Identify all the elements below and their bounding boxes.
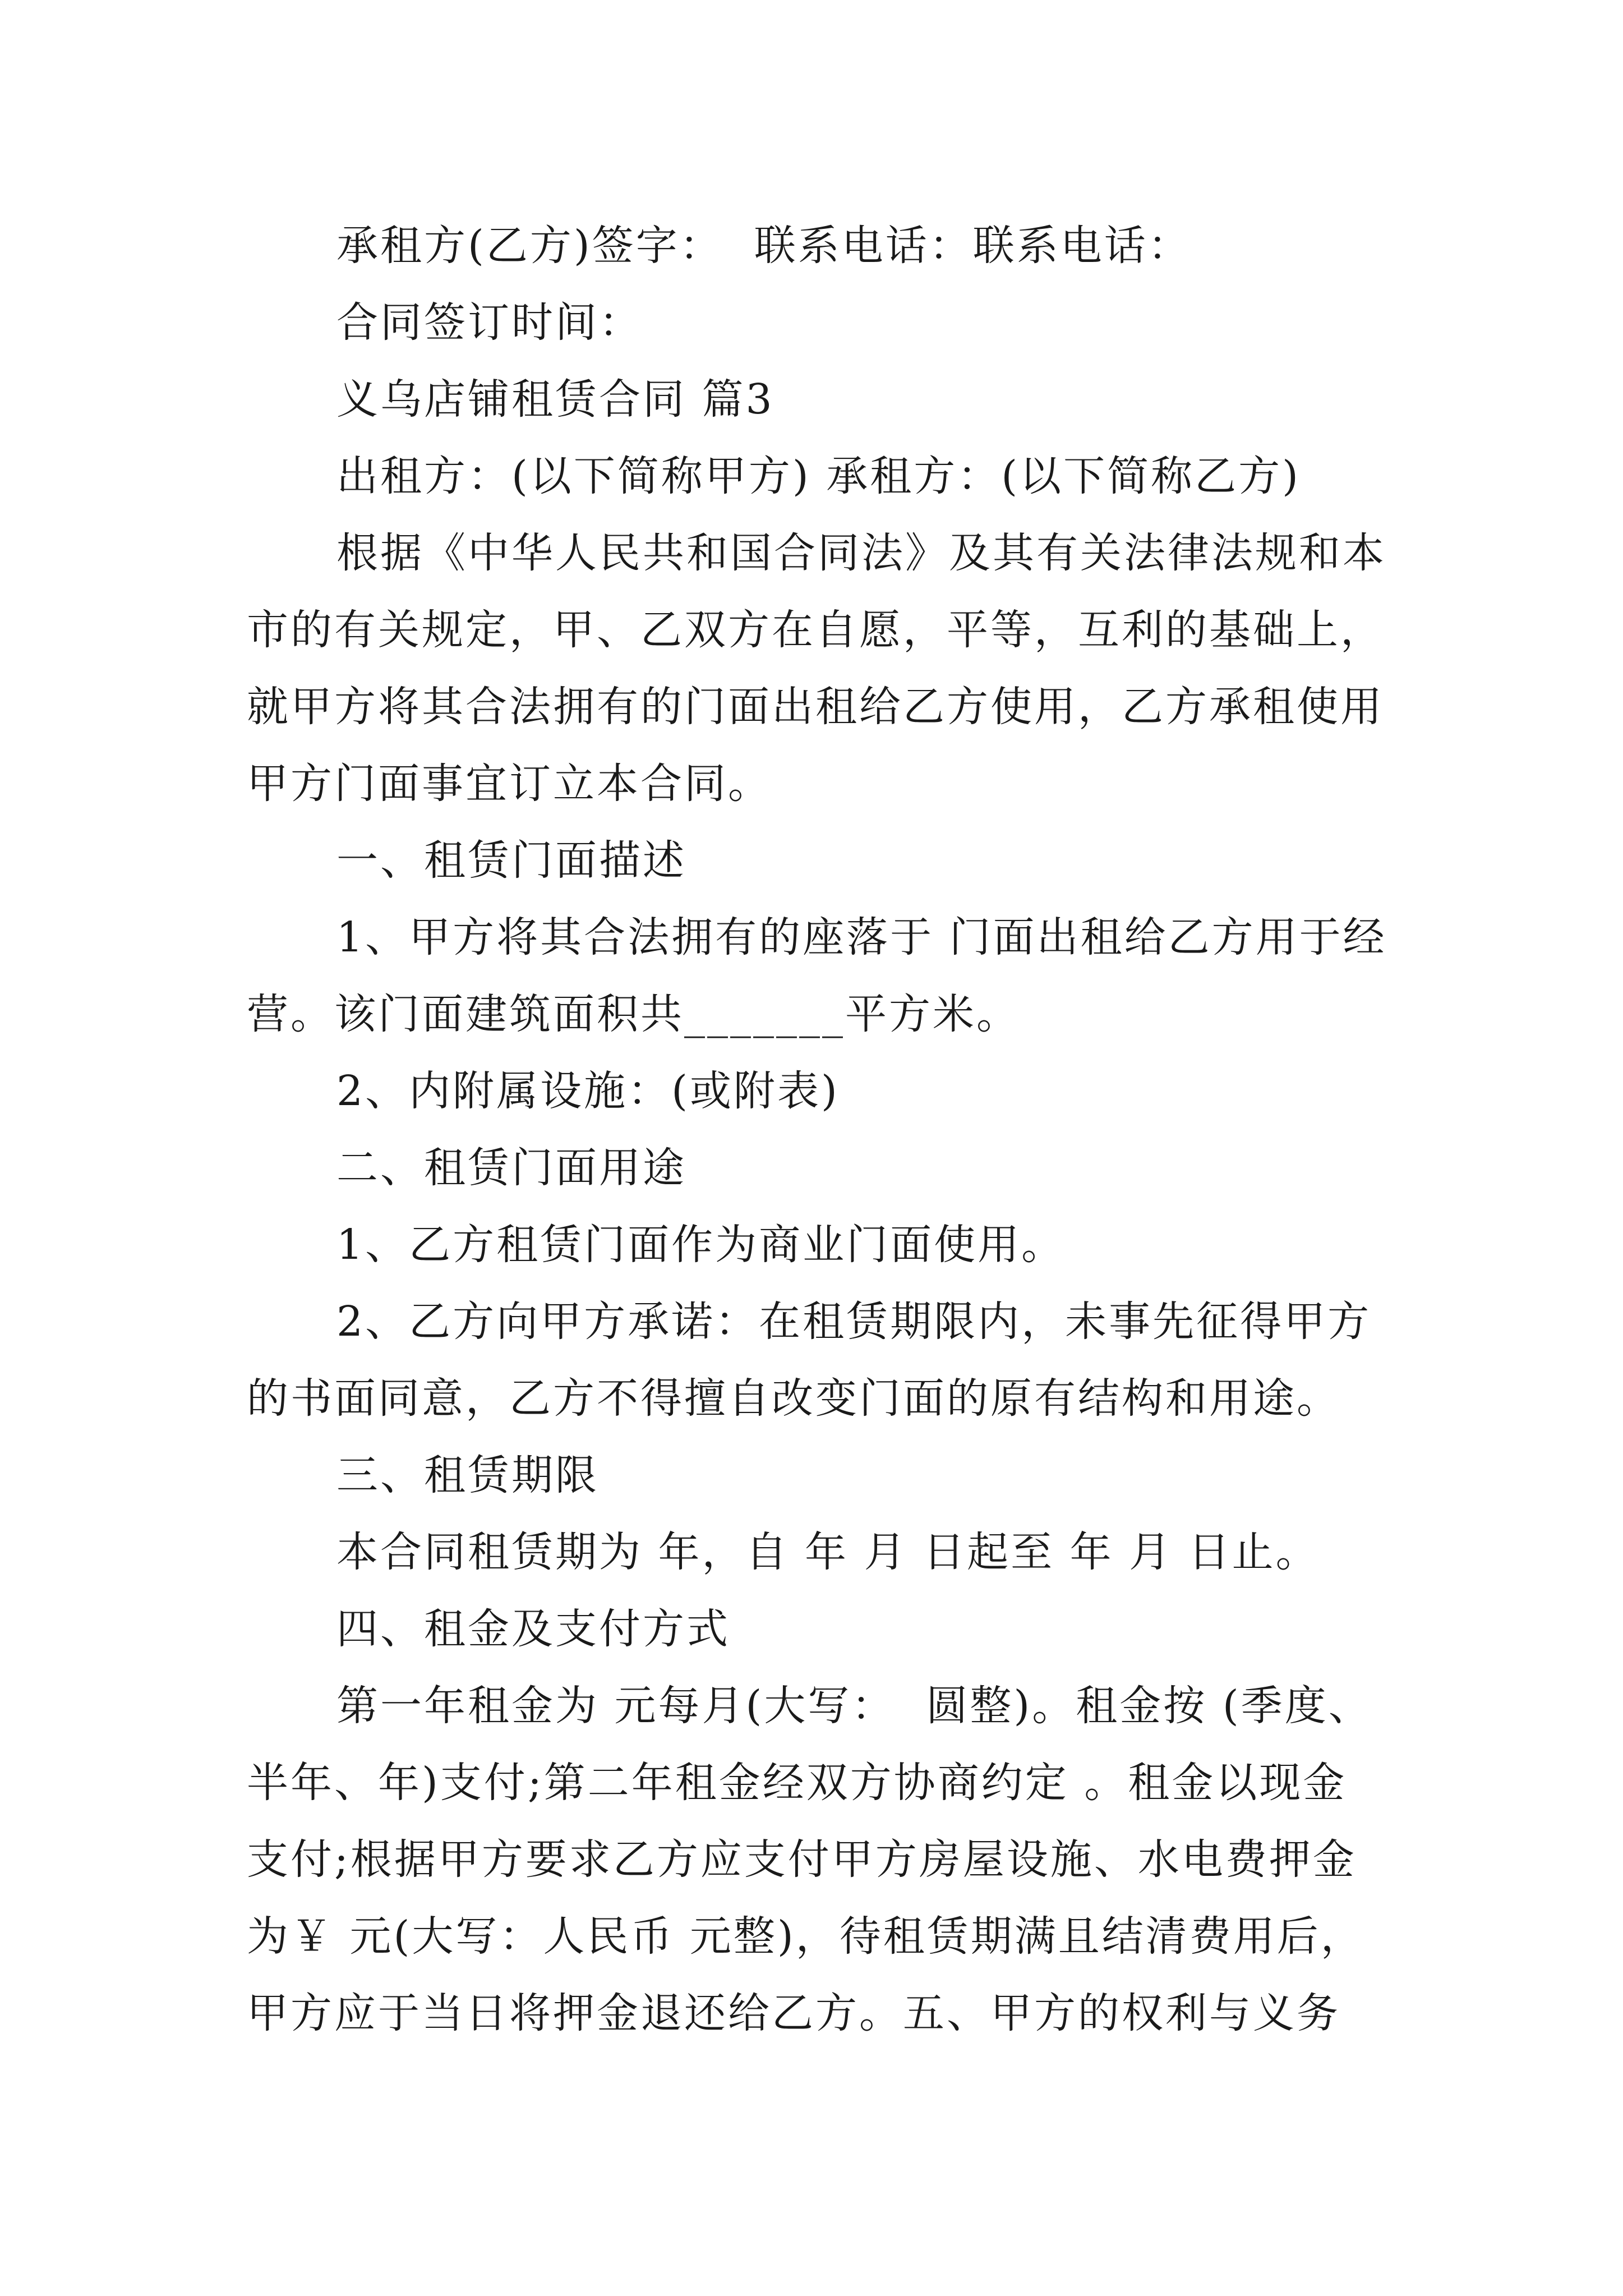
text-line: 甲方门面事宜订立本合同。 — [247, 760, 772, 808]
text-line: 合同签订时间： — [336, 298, 643, 347]
text-line: 甲方应于当日将押金退还给乙方。五、甲方的权利与义务 — [247, 1989, 1340, 2037]
text-line: 1、甲方将其合法拥有的座落于 门面出租给乙方用于经 — [336, 913, 1387, 961]
text-line: 就甲方将其合法拥有的门面出租给乙方使用，乙方承租使用 — [247, 683, 1384, 731]
text-line: 承租方(乙方)签字： 联系电话：联系电话： — [336, 222, 1192, 270]
text-line: 为￥ 元(大写：人民币 元整)，待租赁期满且结清费用后， — [247, 1912, 1364, 1961]
clause-heading: 三、租赁期限 — [336, 1451, 599, 1499]
text-line: 营。该门面建筑面积共_______平方米。 — [247, 990, 1020, 1038]
text-line: 本合同租赁期为 年，自 年 月 日起至 年 月 日止。 — [336, 1528, 1320, 1576]
text-line: 2、内附属设施：(或附表) — [336, 1067, 840, 1115]
clause-heading: 四、租金及支付方式 — [336, 1605, 730, 1653]
clause-heading: 二、租赁门面用途 — [336, 1144, 686, 1192]
clause-heading: 一、租赁门面描述 — [336, 836, 686, 885]
contract-text — [247, 208, 1391, 2052]
text-line: 2、乙方向甲方承诺：在租赁期限内，未事先征得甲方 — [336, 1297, 1372, 1346]
text-line: 的书面同意，乙方不得擅自改变门面的原有结构和用途。 — [247, 1374, 1340, 1423]
text-line: 第一年租金为 元每月(大写： 圆整)。租金按 (季度、 — [336, 1682, 1372, 1730]
text-line: 支付;根据甲方要求乙方应支付甲方房屋设施、水电费押金 — [247, 1835, 1357, 1884]
section-title: 义乌店铺租赁合同 篇3 — [336, 375, 774, 424]
text-line: 市的有关规定，甲、乙双方在自愿，平等，互利的基础上， — [247, 606, 1384, 654]
text-line: 出租方：(以下简称甲方) 承租方：(以下简称乙方) — [336, 452, 1301, 500]
text-line: 半年、年)支付;第二年租金经双方协商约定 。租金以现金 — [247, 1759, 1347, 1807]
text-line: 根据《中华人民共和国合同法》及其有关法律法规和本 — [336, 529, 1386, 577]
text-line: 1、乙方租赁门面作为商业门面使用。 — [336, 1221, 1066, 1269]
